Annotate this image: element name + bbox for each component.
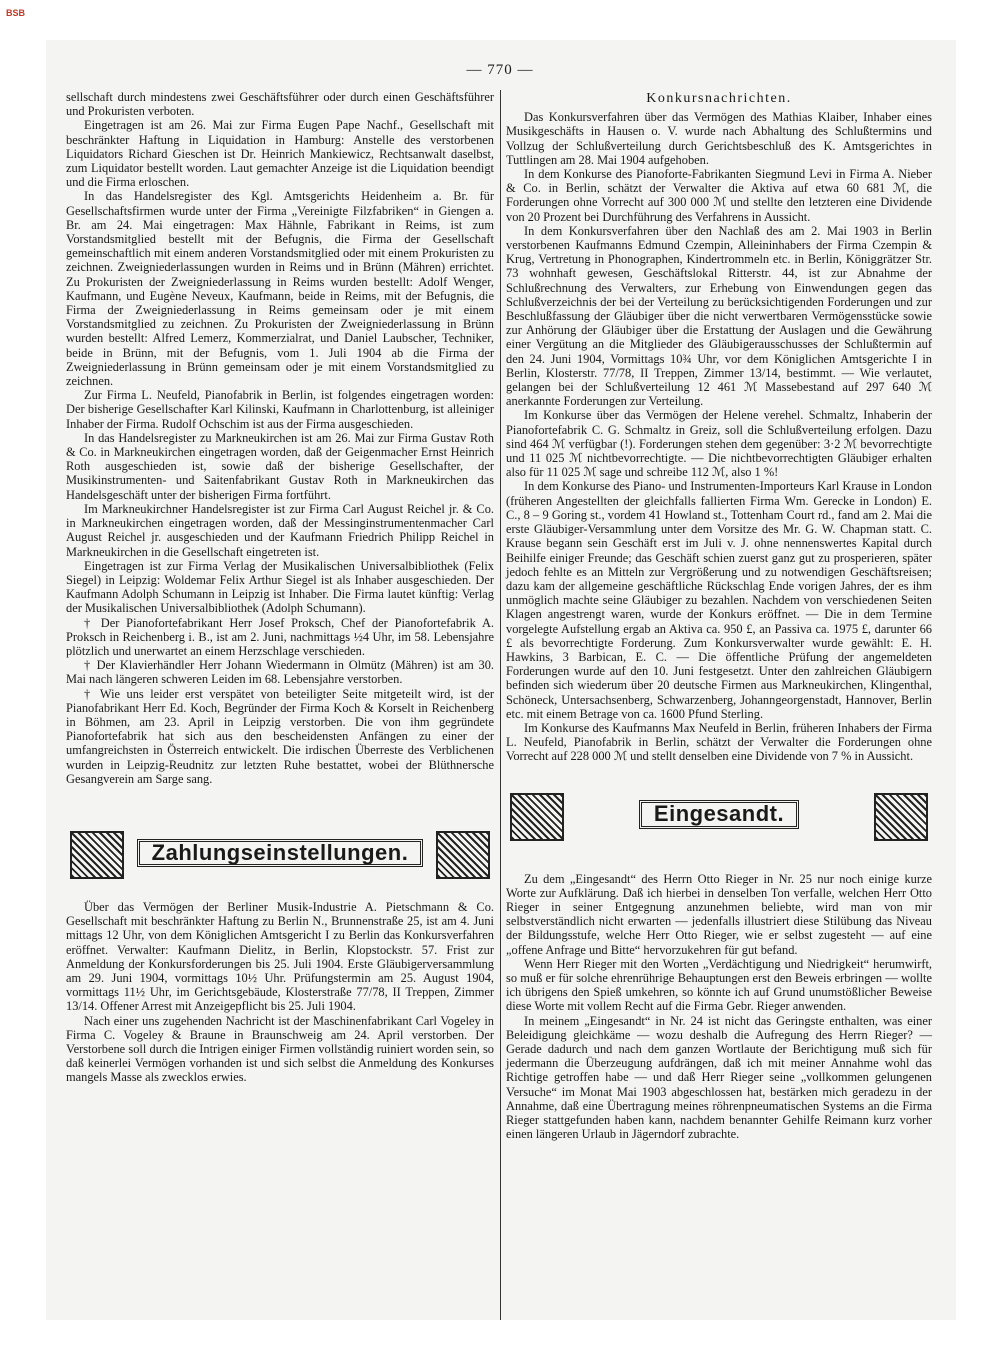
paragraph: Wenn Herr Rieger mit den Worten „Verdächtigung und Niedrigkeit“ herumwirft, so muß er für solche ehrenrührige Behauptungen erst den Beweis erbringen — wollte ich übrigens den Spieß umkehren, so könnte ich auf Grund unumstößlicher Beweise diese Worte mit vollem Recht auf die Firma Gebr. Rieger anwenden. xyxy=(506,956,932,1014)
paragraph: Über das Vermögen der Berliner Musik-Industrie A. Pietschmann & Co. Gesellschaft mit beschränkter Haftung zu Berlin N., Brunnenstraße 25, ist am 4. Juni mittags 12 Uhr, von dem Königlichen Amtsgericht I zu Berlin das Konkursverfahren eröffnet. Verwalter: Kaufmann Dielitz, in Berlin, Klopstockstr. 57. Frist zur Anmeldung der Konkursforderungen bis 25. Juli 1904. Erste Gläubigerversammlung am 29. Juni 1904, vormittags 10½ Uhr. Prüfungstermin am 25. August 1904, vormittags 11½ Uhr, im Gerichtsgebäude, Klosterstraße 77/78, II Treppen, Zimmer 13/14. Offener Arrest mit Anzeigepflicht bis 25. Juli 1904. xyxy=(66,899,494,1014)
banner-title: Zahlungseinstellungen. xyxy=(137,839,424,867)
paragraph: Eingetragen ist zur Firma Verlag der Musikalischen Universalbibliothek (Felix Siegel) in Leipzig: Woldemar Felix Arthur Siegel ist als Inhaber ausgeschieden. Der Kaufmann Adolph Schumann in Leipzig ist Inhaber. Die Firma lautet künftig: Verlag der Musikalischen Universalbibliothek (Adolph Schumann). xyxy=(66,558,494,616)
paragraph: Im Konkurse über das Vermögen der Helene verehel. Schmaltz, Inhaberin der Pianofortefabrik C. G. Schmaltz in Greiz, soll die Schlußverteilung erfolgen. Dazu sind 464 ℳ verfügbar (!). Forderungen stehen dem gegenüber: 3·2 ℳ bevorrechtigte und 11 025 ℳ nichtbevorrechtigte. — Die nichtbevorrechtigten Gläubiger erhalten also für 11 025 ℳ sage und schreibe 112 ℳ, also 1 %! xyxy=(506,408,932,480)
paragraph: Im Konkurse des Kaufmanns Max Neufeld in Berlin, früheren Inhabers der Firma L. Neufeld, Pianofabrik in Berlin, schätzt der Verwalter die Forderungen ohne Vorrecht auf 228 000 ℳ und stellt denselben eine Dividende von 7 % in Aussicht. xyxy=(506,720,932,764)
obituary-paragraph: † Der Klavierhändler Herr Johann Wiedermann in Olmütz (Mähren) ist am 30. Mai nach längeren schweren Leiden im 68. Lebensjahre verstorben. xyxy=(66,658,494,687)
paragraph: In dem Konkursverfahren über den Nachlaß des am 2. Mai 1903 in Berlin verstorbenen Kaufmanns Edmund Czempin, Alleininhabers der Firma Czempin & Krug, Vertretung in Phonographen, Kindertrommeln etc. in Berlin, Königgrätzer Str. 73 wohnhaft gewesen, Geschäftslokal Ritterstr. 44, ist zur Abnahme der Schlußrechnung des Verwalters, zur Erhebung von Einwendungen gegen das Schlußverzeichnis der bei der Verteilung zu berücksichtigenden Forderungen und zur Beschlußfassung der Gläubiger über die nicht verwertbaren Vermögensstücke sowie zur Anhörung der Gläubiger über die Erstattung der Auslagen und die Gewährung einer Vergütung an die Mitglieder des Gläubigerausschusses der Schlußtermin auf den 24. Juni 1904, Vormittags 10¾ Uhr, vor dem Königlichen Amtsgerichte I in Berlin, Klosterstr. 77/78, II Treppen, Zimmer 13/14, bestimmt. — Wie verlautet, gelangen bei der Schlußverteilung 12 461 ℳ Massebestand auf 297 640 ℳ anerkannte Forderungen zur Verteilung. xyxy=(506,223,932,409)
paragraph: Zur Firma L. Neufeld, Pianofabrik in Berlin, ist folgendes eingetragen worden: Der bisherige Gesellschafter Karl Kilinski, Kaufmann in Charlottenburg, ist alleiniger Inhaber der Firma. Rudolf Ochschim ist aus der Firma ausgeschieden. xyxy=(66,388,494,431)
paragraph: Im Markneukirchner Handelsregister ist zur Firma Carl August Reichel jr. & Co. in Markneukirchen eingetragen worden, daß der Messinginstrumentenmacher Carl August Reichel jr. ausgeschieden und der Kaufmann Friedrich Philipp Reichel in Markneukirchen in die Gesellschaft eingetreten ist. xyxy=(66,501,494,559)
ornament-icon xyxy=(70,831,124,879)
ornament-icon xyxy=(436,831,490,879)
ornament-icon xyxy=(510,793,564,841)
paragraph: In dem Konkurse des Piano- und Instrumenten-Importeurs Karl Krause in London (früheren Angestellten der gleichfalls fallierten Firma Wm. Gerecke in London) E. C., 8 – 9 Goring st., vordem 41 Howland st., Tottenham Court rd., fand am 2. Mai die erste Gläubiger-Versammlung unter dem Vorsitze des Mr. G. W. Chapman statt. C. Krause begann sein Geschäft erst im Juli v. J. ohne nennenswertes Kapital durch Beihilfe einiger Freunde; das Geschäft schien zuerst ganz gut zu prosperieren, später jedoch fehlte es an Mitteln zur Vergrößerung und zu notwendigen Geschäftsreisen; dazu kam der allgemeine geschäftliche Rückschlag Ende vorigen Jahres, der es ihm unmöglich machte seine Gläubiger zu bezahlen. Nachdem von verschiedenen Seiten Klagen angestrengt waren, wurde der Konkurs eröffnet. — Die in dem Termine vorgelegte Aufstellung ergab an Aktiva ca. 950 £, an Passiva ca. 1975 £, darunter 66 £ als bevorrechtigte Forderung. Zum Konkursverwalter wurde gewählt: E. H. Hawkins, 3 Barbican, E. C. — Die öffentliche Prüfung der angemeldeten Forderungen wurde auf den 10. Juni festgesetzt. Unter den zahlreichen Gläubigern befinden sich wiederum über 20 deutsche Firmen aus Markneukirchen, Klingenthal, Schöneck, Untersachsenberg, Schwarzenberg, Johanngeorgenstadt, Hannover, Berlin etc. mit einem Betrage von ca. 1600 Pfund Sterling. xyxy=(506,479,932,721)
left-column xyxy=(66,90,494,1085)
obituary-paragraph: † Wie uns leider erst verspätet von beteiligter Seite mitgeteilt wird, ist der Pianofabrikant Herr Ed. Koch, Begründer der Firma Koch & Korselt in Reichenberg in Böhmen, am 23. April in Leipzig verstorben. Die von ihm gegründete Pianofortefabrik hat sich aus den bescheidensten Anfängen zu einer der umfangreichsten in Österreich entwickelt. Die irdischen Überreste des Verblichenen wurden in Leipzig-Reudnitz zur letzten Ruhe bestattet, wobei der Blüthnersche Gesangverein am Sarge sang. xyxy=(66,686,494,786)
paragraph: In das Handelsregister zu Markneukirchen ist am 26. Mai zur Firma Gustav Roth & Co. in Markneukirchen eingetragen worden, daß der Geigenmacher Ernst Heinrich Roth ausgeschieden ist, sowie daß der bisherige Gesellschafter, der Musikinstrumenten- und Saitenfabrikant Gustav Roth in Markneukirchen das Handelsgeschäft unter der bisherigen Firma fortführt. xyxy=(66,430,494,502)
column-divider xyxy=(500,90,501,1320)
banner-title: Eingesandt. xyxy=(639,800,799,828)
right-column xyxy=(506,90,932,1141)
paragraph: In dem Konkurse des Pianoforte-Fabrikanten Siegmund Levi in Firma A. Nieber & Co. in Berlin, schätzt der Verwalter die Aktiva auf etwa 60 681 ℳ, die Forderungen ohne Vorrecht auf 300 000 ℳ und stellte den letzteren eine Dividende von 20 Prozent bei Durchführung des Verfahrens in Aussicht. xyxy=(506,167,932,224)
page-number: — 770 — xyxy=(466,62,534,78)
library-stamp: BSB xyxy=(6,8,26,18)
paragraph: Nach einer uns zugehenden Nachricht ist der Maschinenfabrikant Carl Vogeley in Firma C. Vogeley & Braune in Braunschweig am 24. April verstorben. Der Verstorbene soll durch die Intrigen einiger Firmen vollständig ruiniert worden sein, so daß keinerlei Vermögen vorhanden ist und sich selbst die Anmeldung des Konkurses mangels Masse als zwecklos erwies. xyxy=(66,1013,494,1085)
ornament-icon xyxy=(874,793,928,841)
paragraph: Eingetragen ist am 26. Mai zur Firma Eugen Pape Nachf., Gesellschaft mit beschränkter Haftung in Liquidation in Hamburg: Anstelle des verstorbenen Liquidators Richard Gieschen ist Dr. Heinrich Mankiewicz, Rechtsanwalt daselbst, zum Liquidator bestellt worden. Laut gemachter Anzeige ist die Liquidation beendigt und die Firma erloschen. xyxy=(66,118,494,190)
section-banner-eingesandt xyxy=(510,786,928,844)
paragraph: Zu dem „Eingesandt“ des Herrn Otto Rieger in Nr. 25 nur noch einige kurze Worte zur Aufklärung. Daß ich hierbei in denselben Ton verfalle, welchen Herr Otto Rieger in seiner Entgegnung anzunehmen beliebte, wird man von mir selbstverständlich nicht erwarten — jedenfalls illustriert diese Stilübung das Niveau der Bildungsstufe, welche Herr Otto Rieger, wie er selbst zugesteht — auf eine „offene Anfrage und Bitte“ hervorzukehren für gut befand. xyxy=(506,871,932,957)
paragraph: In das Handelsregister des Kgl. Amtsgerichts Heidenheim a. Br. für Gesellschaftsfirmen wurde unter der Firma „Vereinigte Filzfabriken“ in Giengen a. Br. am 24. Mai eingetragen: Max Hähnle, Fabrikant in Reims, ist zum Vorstandsmitglied bestellt mit der Befugnis, die Firma der Gesellschaft gemeinschaftlich mit einem anderen Vorstandsmitglied oder mit einem Prokuristen zu zeichnen. Zweigniederlassungen wurden in Reims und in Brünn (Mähren) errichtet. Zu Prokuristen der Zweigniederlassung in Reims wurden bestellt: Adolf Wenger, Kaufmann, und Eugène Neveux, Kaufmann, beide in Reims, mit der Befugnis, die Firma der Zweigniederlassung in Reims gemeinsam oder je mit einem Vorstandsmitglied zu zeichnen. Zu Prokuristen der Zweigniederlassung in Brünn wurden bestellt: Alfred Lemerz, Kommerzialrat, und Daniel Laubscher, Techniker, beide in Brünn, mit der Befugnis, vom 1. Juli 1904 ab die Firma der Zweigniederlassung in Brünn gemeinsam oder je mit einem Vorstandsmitglied zu zeichnen. xyxy=(66,189,494,389)
paragraph: In meinem „Eingesandt“ in Nr. 24 ist nicht das Geringste enthalten, was einer Beleidigung gleichkäme — wozu deshalb die Aufregung des Herrn Rieger? — Gerade dadurch und nach dem ganzen Wortlaute der Berichtigung muß sich für jedermann die Überzeugung aufdrängen, daß ich mit meiner Annahme wohl das Richtige getroffen habe — und daß Herr Rieger seine „vollkommen gelungenen Versuche“ im Monat Mai 1903 abgeschlossen hat, bestärken mich geradezu in der Annahme, daß eine Übertragung meines röhrenpneumatischen Systems an die Firma Rieger stattgefunden haben kann, nachdem benannter Gehilfe Reimann kurz vorher einen längeren Urlaub in Jägerndorf zubrachte. xyxy=(506,1013,932,1142)
section-heading-konkursnachrichten: Konkursnachrichten. xyxy=(646,91,792,106)
section-banner-zahlungseinstellungen xyxy=(70,824,490,882)
paragraph: Das Konkursverfahren über das Vermögen des Mathias Klaiber, Inhaber eines Musikgeschäfts in Hausen o. V. wurde nach Abhaltung des Schlußtermins und Vollzug der Schlußverteilung durch Gerichtsbeschluß des K. Amtsgerichtes in Tuttlingen am 28. Mai 1904 aufgehoben. xyxy=(506,110,932,167)
paragraph: sellschaft durch mindestens zwei Geschäftsführer oder durch einen Geschäftsführer und Prokuristen verboten. xyxy=(66,90,494,119)
obituary-paragraph: † Der Pianofortefabrikant Herr Josef Proksch, Chef der Pianofortefabrik A. Proksch in Reichenberg i. B., ist am 2. Juni, nachmittags ½4 Uhr, im 58. Lebensjahre plötzlich und unerwartet an einem Herzschlage verschieden. xyxy=(66,615,494,658)
